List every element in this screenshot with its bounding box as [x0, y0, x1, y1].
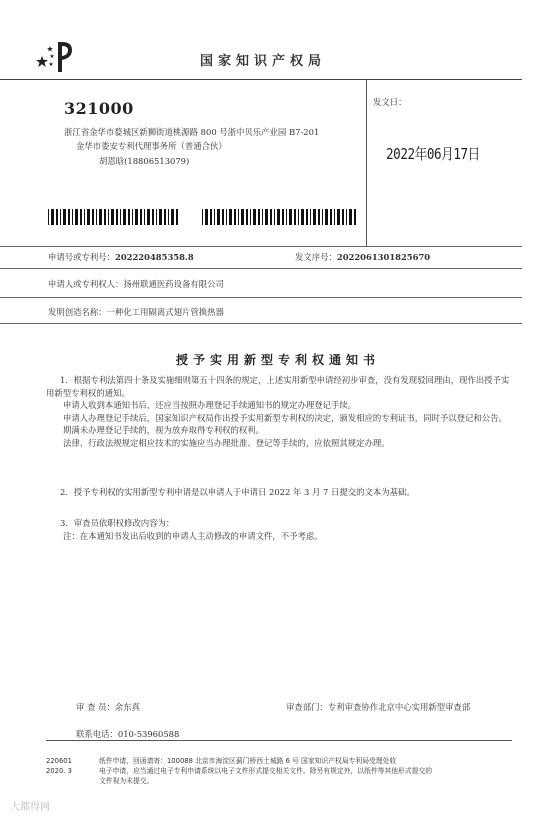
- notice-title: 授予实用新型专利权通知书: [175, 353, 380, 367]
- barcode-bar: [294, 209, 296, 225]
- barcode-bar: [176, 209, 178, 225]
- vertical-divider: [366, 80, 367, 246]
- form-code: 220601 2020. 3: [46, 757, 72, 775]
- barcode-right: [202, 209, 359, 225]
- barcode-bar: [108, 209, 109, 225]
- barcode-bar: [116, 209, 118, 225]
- barcode-bar: [337, 209, 340, 225]
- divider: [0, 268, 522, 269]
- barcode-bar: [286, 209, 287, 225]
- barcode-bar: [87, 209, 90, 225]
- recipient-address: [64, 125, 319, 168]
- barcode-bar: [144, 209, 145, 225]
- barcode-bar: [205, 209, 208, 225]
- barcode-bar: [277, 209, 280, 225]
- footer-divider: [46, 740, 512, 741]
- serial-number: 发文序号：2022061301825670: [295, 252, 431, 262]
- barcode-bar: [147, 209, 150, 225]
- barcode-bar: [222, 209, 224, 225]
- barcode-bar: [262, 209, 263, 225]
- divider: [0, 246, 522, 247]
- barcode-bar: [258, 209, 260, 225]
- barcode-bar: [63, 209, 66, 225]
- header-divider: [0, 79, 522, 80]
- barcode-bar: [310, 209, 311, 225]
- office-name: 国家知识产权局: [200, 54, 327, 69]
- barcode-bar: [68, 209, 70, 225]
- barcode-bar: [156, 209, 157, 225]
- barcode-bar: [301, 209, 304, 225]
- paragraph: 期满未办理登记手续的，视为放弃取得专利权的权利。: [63, 425, 264, 436]
- barcode-bar: [282, 209, 284, 225]
- examiner: 审 查 员：余东真: [76, 702, 140, 712]
- barcode-bar: [241, 209, 244, 225]
- barcode-bar: [354, 209, 356, 225]
- barcode-bar: [318, 209, 320, 225]
- divider: [0, 323, 522, 324]
- barcode-bar: [229, 209, 232, 225]
- barcode-bar: [226, 209, 227, 225]
- notice-body: [46, 374, 512, 450]
- barcode-bar: [56, 209, 58, 225]
- barcode-bar: [330, 209, 332, 225]
- barcode-bar: [322, 209, 323, 225]
- cnipa-logo-icon: [34, 40, 74, 74]
- address-line: 浙江省金华市婺城区新狮街道桃源路 800 号浙中贝乐产业园 B7-201: [64, 127, 320, 137]
- barcode-bar: [171, 209, 174, 225]
- barcode-bar: [164, 209, 166, 225]
- barcode-bar: [152, 209, 154, 225]
- barcode-bar: [75, 209, 78, 225]
- barcode-bar: [214, 209, 215, 225]
- barcode-bar: [72, 209, 73, 225]
- barcode-bar: [111, 209, 114, 225]
- barcode-bar: [104, 209, 106, 225]
- barcode-bar: [92, 209, 94, 225]
- barcode-bar: [96, 209, 97, 225]
- notice-item-3: 3．审查员依职权修改内容为： 注：在本通知书发出后收到的申请人主动修改的申请文件，不予考虑。: [60, 518, 323, 541]
- address-line: 金华市娄安专利代理事务所（普通合伙）: [76, 141, 227, 152]
- barcode-bar: [342, 209, 344, 225]
- barcode-bar: [123, 209, 126, 225]
- paragraph: 1．根据专利法第四十条及实施细则第五十四条的规定，上述实用新型申请经初步审查，没有发现驳回理由，现作出授予实用新型专利权的通知。: [46, 375, 510, 398]
- divider: [0, 297, 522, 298]
- barcode-bar: [120, 209, 121, 225]
- postal-code: 321000: [64, 99, 134, 118]
- footer-notes: 纸件申请，回函请寄：100088 北京市海淀区蓟门桥西土城路 6 号 国家知识产权局专利局受理处收 电子申请，应当通过电子专利申请系统以电子文件形式提交相关文件。除另有规定外，以纸件等其他形式提交的 文件视为未提交。: [99, 757, 433, 785]
- barcode-bar: [238, 209, 239, 225]
- barcode-bar: [132, 209, 133, 225]
- notice-item-2: 2．授予专利权的实用新型专利申请是以申请人于申请日 2022 年 3 月 7 日提交的文本为基础。: [60, 487, 415, 497]
- barcode-left: [48, 209, 180, 225]
- barcode-bar: [51, 209, 54, 225]
- barcode-bar: [210, 209, 212, 225]
- barcode-bar: [48, 209, 49, 225]
- barcode-bar: [99, 209, 102, 225]
- barcode-bar: [128, 209, 130, 225]
- barcode-bar: [313, 209, 316, 225]
- barcode-bar: [202, 209, 203, 225]
- barcode-bar: [140, 209, 142, 225]
- barcode-bar: [274, 209, 275, 225]
- barcode-bar: [289, 209, 292, 225]
- barcode-bar: [217, 209, 220, 225]
- barcode-bar: [349, 209, 352, 225]
- contact-phone: 联系电话：010-53960588: [76, 729, 180, 739]
- dispatch-date: 2022年06月17日: [386, 145, 480, 163]
- paragraph: 申请人收到本通知书后，还应当按照办理登记手续通知书的规定办理登记手续。: [63, 400, 357, 411]
- barcode-bar: [346, 209, 347, 225]
- watermark: 大都得网: [10, 802, 50, 813]
- barcode-bar: [84, 209, 85, 225]
- application-number: 申请号或专利号：202220485358.8: [48, 252, 194, 262]
- barcode-bar: [246, 209, 248, 225]
- barcode-bar: [298, 209, 299, 225]
- barcode-bar: [325, 209, 328, 225]
- barcode-bar: [135, 209, 138, 225]
- examination-department: 审查部门：专利审查协作北京中心实用新型审查部: [286, 702, 471, 712]
- paragraph: 法律、行政法规规定相应技术的实施应当办理批准、登记等手续的，应依照其规定办理。: [63, 437, 390, 448]
- barcode-bar: [265, 209, 268, 225]
- barcode-bar: [253, 209, 256, 225]
- barcode-bar: [60, 209, 61, 225]
- barcode-bar: [306, 209, 308, 225]
- barcode-bar: [168, 209, 169, 225]
- barcode-bar: [334, 209, 335, 225]
- barcode-bar: [234, 209, 236, 225]
- barcode-bar: [250, 209, 251, 225]
- address-line: 胡恩晗(18806513079): [99, 155, 190, 166]
- applicant: 申请人或专利权人：扬州联通医药设备有限公司: [48, 279, 224, 289]
- paragraph: 申请人办理登记手续后，国家知识产权局作出授予实用新型专利权的决定，颁发相应的专利证书，同时予以登记和公告。: [63, 412, 507, 423]
- barcode-bar: [270, 209, 272, 225]
- dispatch-date-label: 发文日：: [373, 97, 407, 107]
- invention-name: 发明创造名称：一种化工用隔离式翅片管换热器: [48, 307, 224, 317]
- barcode-bar: [159, 209, 162, 225]
- barcode-bar: [80, 209, 82, 225]
